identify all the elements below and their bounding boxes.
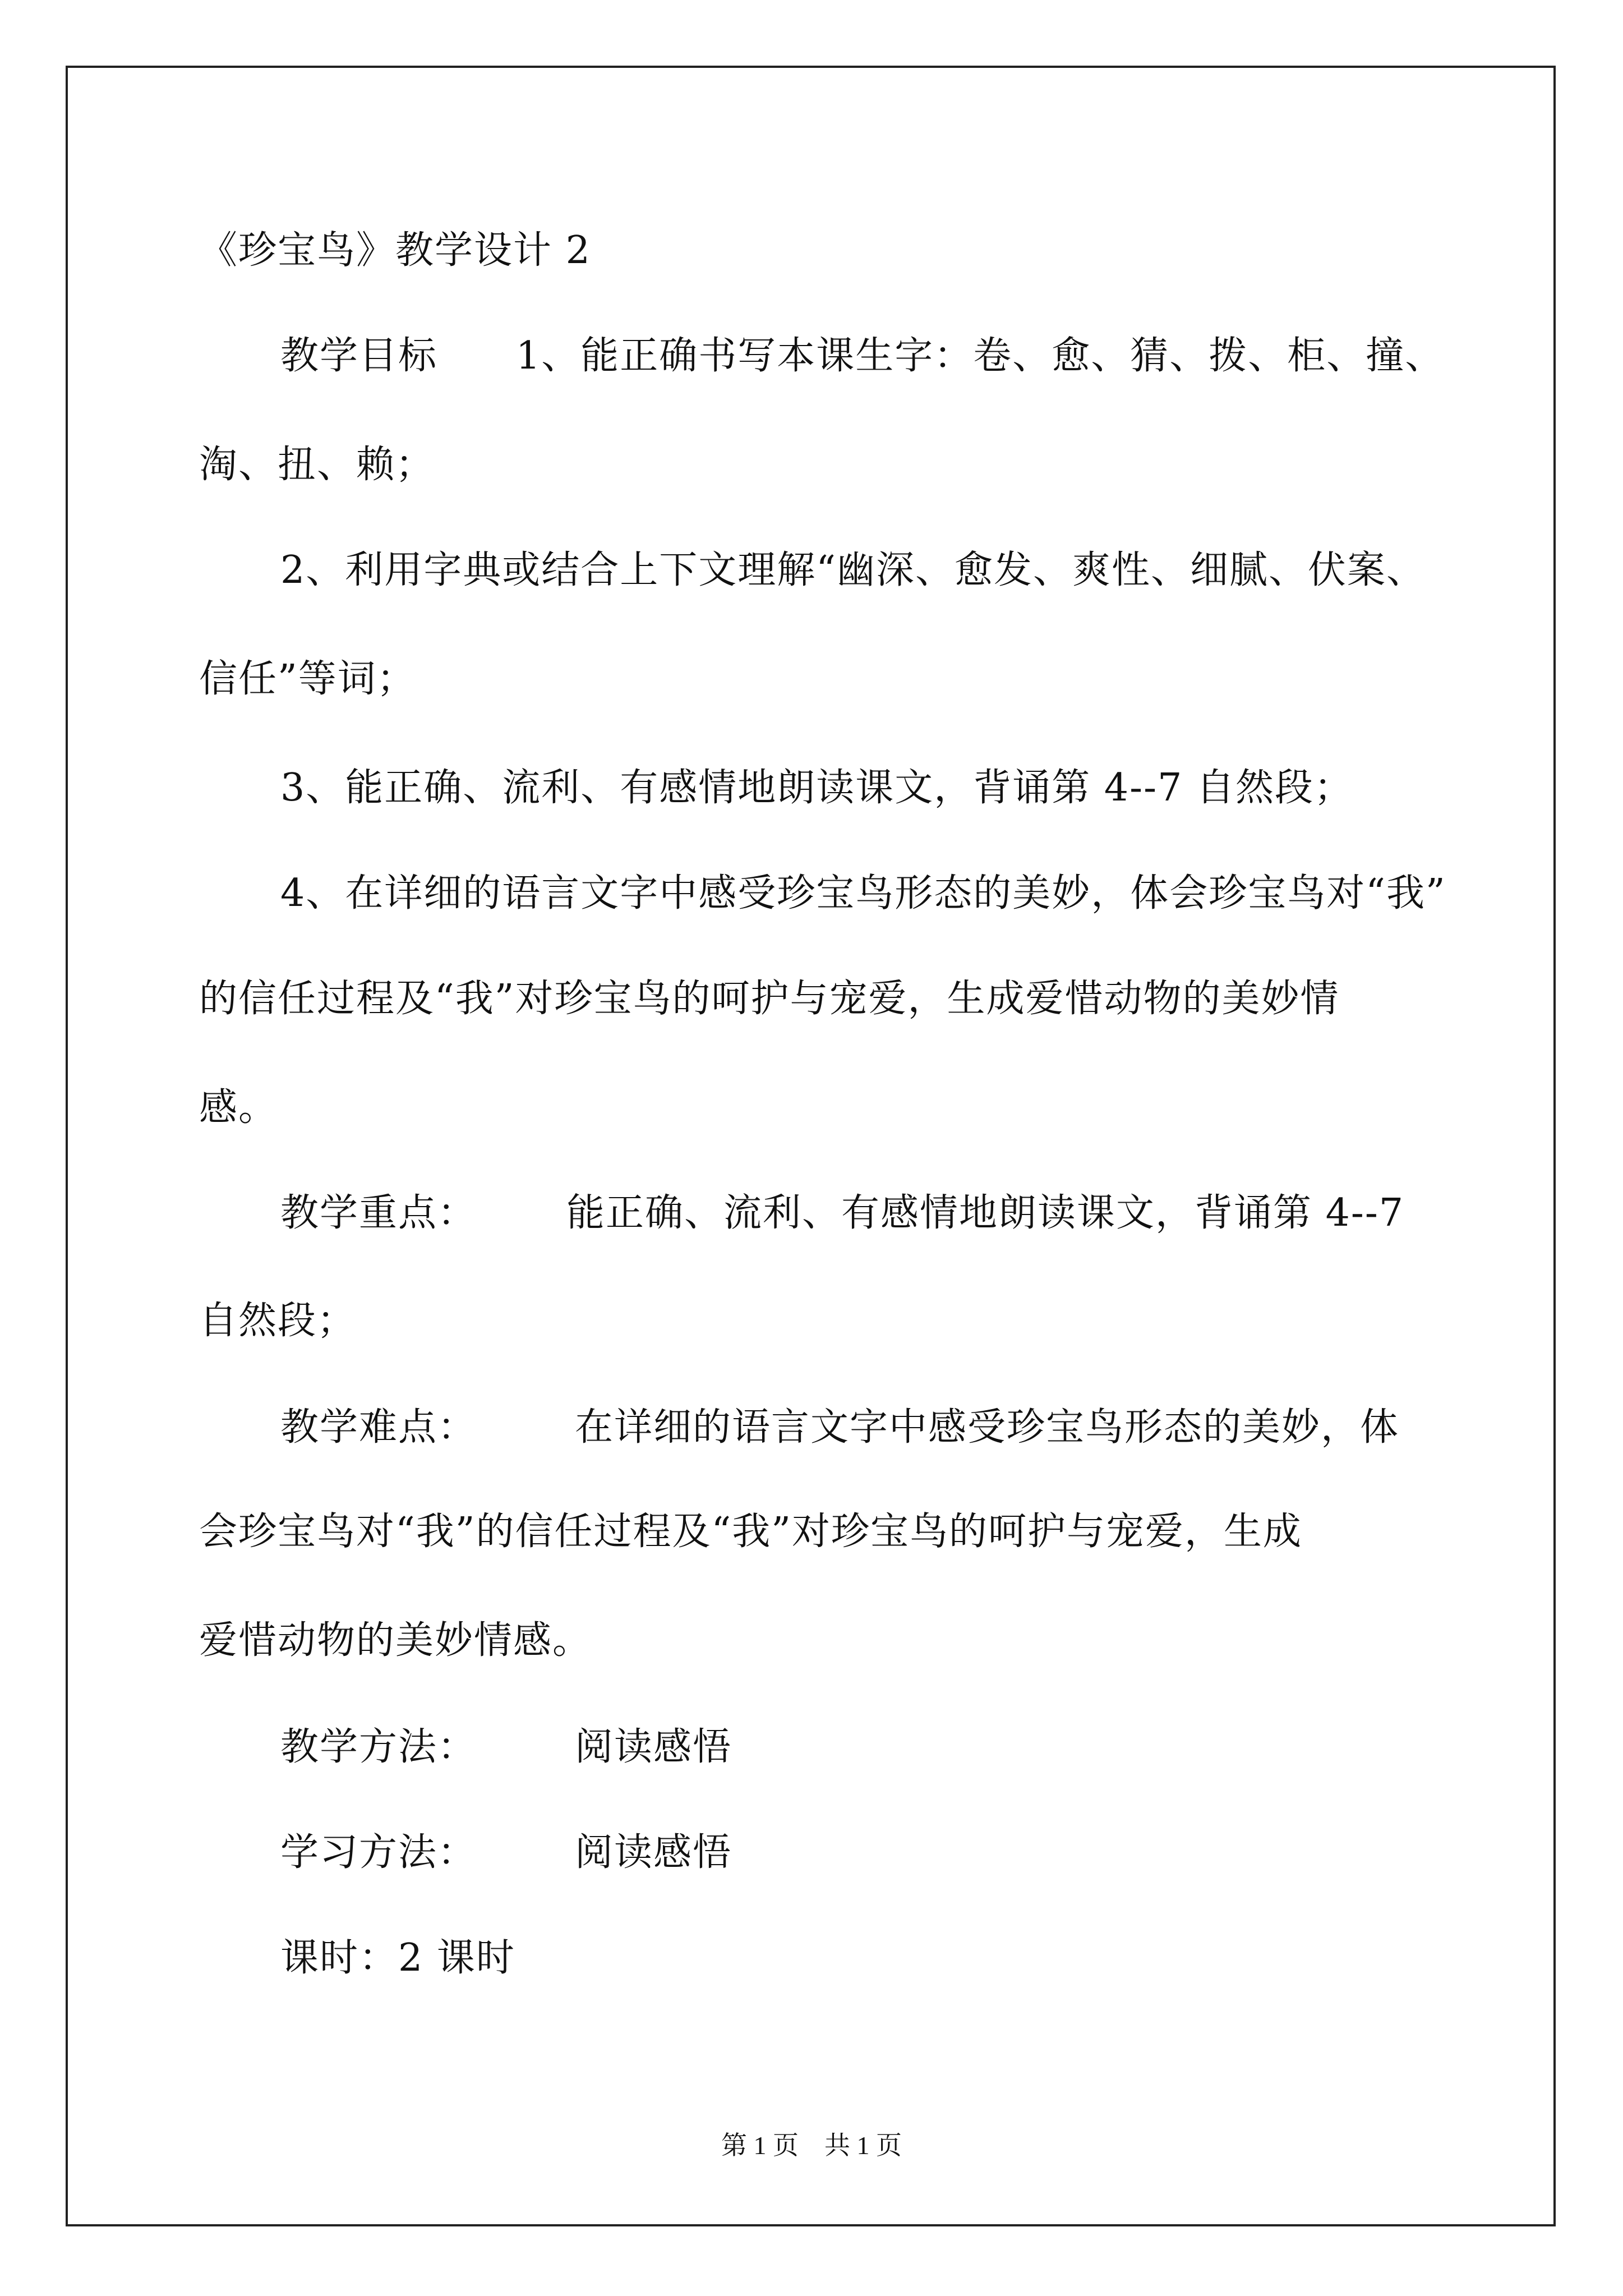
objectives-label: 教学目标 xyxy=(280,334,438,378)
learning-method-value: 阅读感悟 xyxy=(575,1830,732,1875)
class-hours: 课时：2 课时 xyxy=(280,1936,515,1980)
page-footer xyxy=(0,2129,1623,2162)
document-title: 《珍宝鸟》教学设计 2 xyxy=(199,228,591,273)
objective-4-line3: 感。 xyxy=(199,1085,278,1130)
objective-4-line1: 4、在详细的语言文字中感受珍宝鸟形态的美妙，体会珍宝鸟对“我” xyxy=(280,871,1446,915)
teaching-method-label: 教学方法： xyxy=(280,1725,477,1769)
objective-3: 3、能正确、流利、有感情地朗读课文，背诵第 4--7 自然段； xyxy=(280,766,1353,810)
objective-1-line2: 淘、扭、赖； xyxy=(199,443,435,487)
key-points-label: 教学重点： xyxy=(280,1191,477,1235)
page-number-total: 共 1 页 xyxy=(824,2131,902,2160)
teaching-method-value: 阅读感悟 xyxy=(575,1725,732,1769)
objectives-row xyxy=(280,331,1444,381)
page-border xyxy=(66,66,1556,2226)
difficulties-label: 教学难点： xyxy=(280,1405,477,1450)
teaching-method-row xyxy=(280,1722,732,1773)
difficulties-line1: 在详细的语言文字中感受珍宝鸟形态的美妙，体 xyxy=(575,1405,1400,1450)
learning-method-label: 学习方法： xyxy=(280,1830,477,1875)
objective-2-line2: 信任”等词； xyxy=(199,657,416,701)
difficulties-line3: 爱惜动物的美妙情感。 xyxy=(199,1618,592,1663)
difficulties-line2: 会珍宝鸟对“我”的信任过程及“我”对珍宝鸟的呵护与宠爱，生成 xyxy=(199,1510,1303,1554)
key-points-line2: 自然段； xyxy=(199,1299,357,1343)
key-points-row xyxy=(280,1188,1404,1239)
key-points-line1: 能正确、流利、有感情地朗读课文，背诵第 4--7 xyxy=(566,1191,1405,1235)
objective-1-line1: 1、能正确书写本课生字：卷、愈、猜、拨、柜、撞、 xyxy=(516,334,1445,378)
learning-method-row xyxy=(280,1828,732,1878)
objective-2-line1: 2、利用字典或结合上下文理解“幽深、愈发、爽性、细腻、伏案、 xyxy=(280,548,1426,592)
difficulties-row xyxy=(280,1402,1399,1453)
page-number-current: 第 1 页 xyxy=(721,2131,799,2160)
objective-4-line2: 的信任过程及“我”对珍宝鸟的呵护与宠爱，生成爱惜动物的美妙情 xyxy=(199,977,1340,1021)
